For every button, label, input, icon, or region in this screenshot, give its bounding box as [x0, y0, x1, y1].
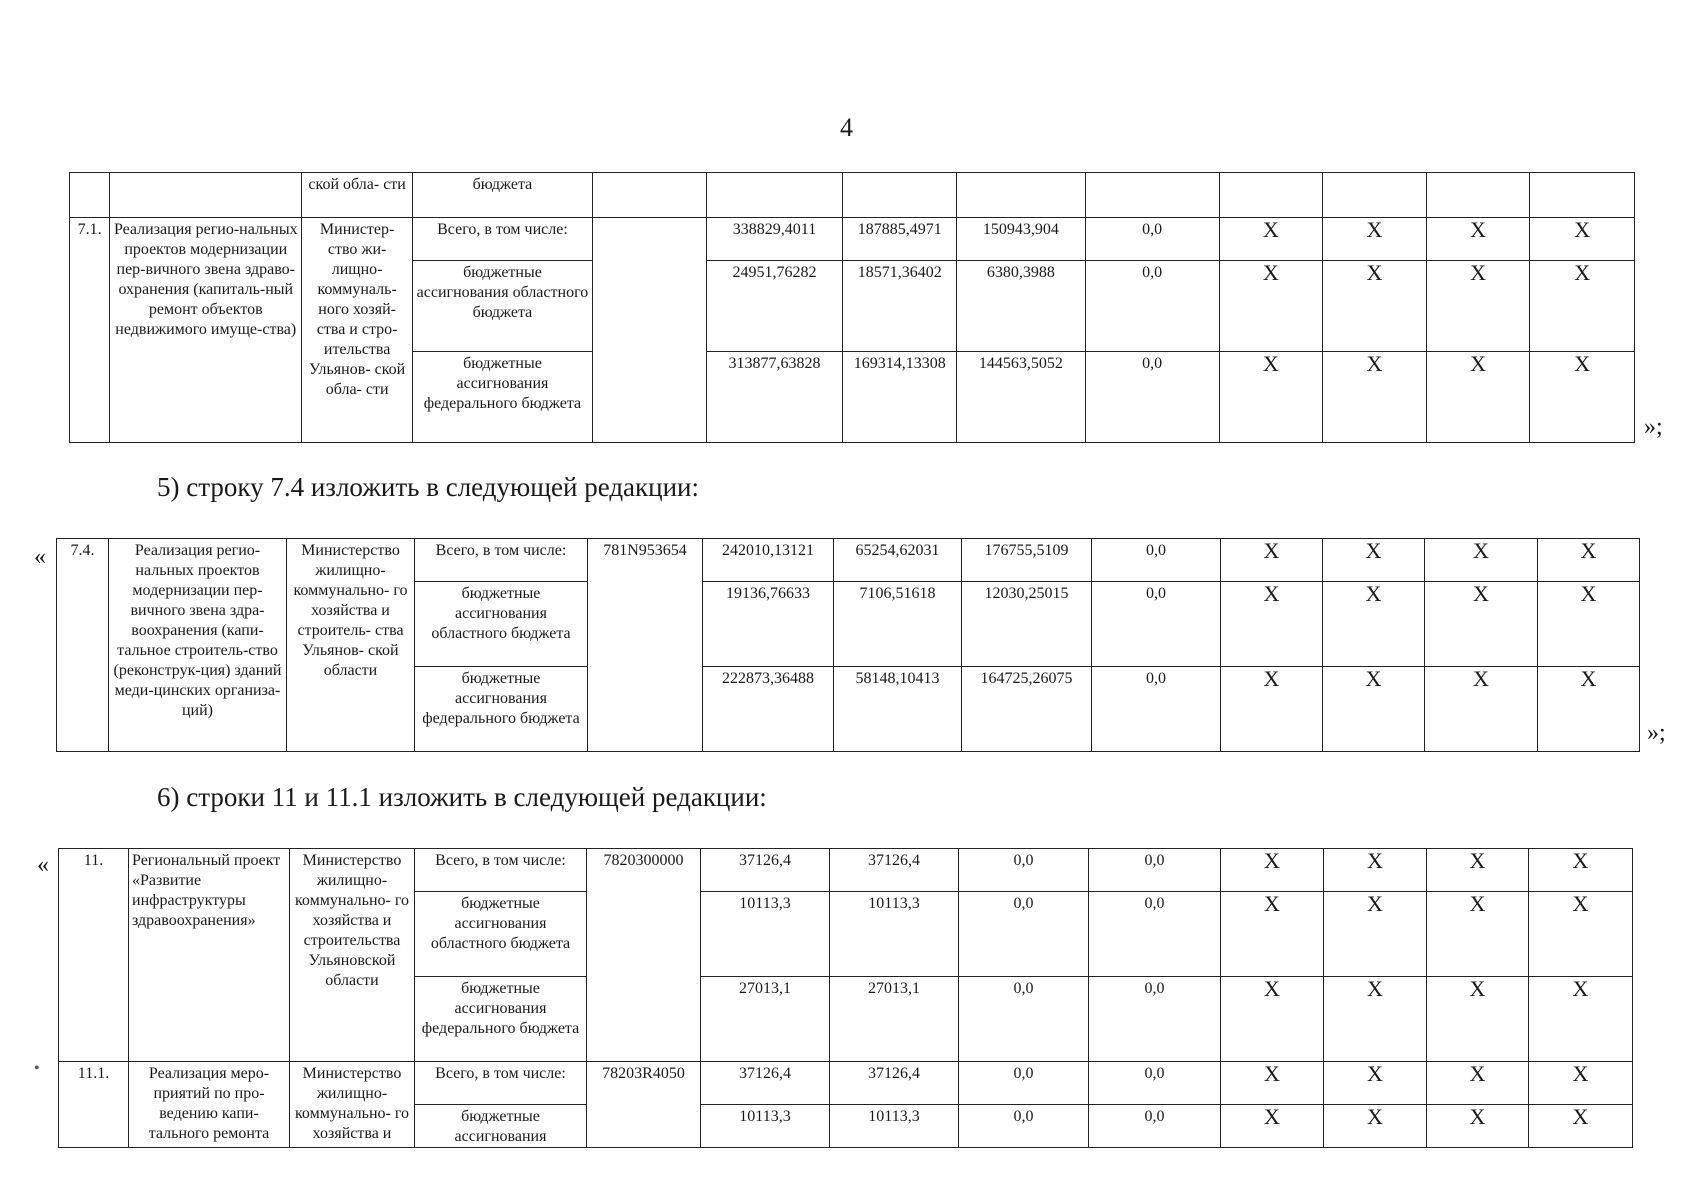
x-mark: X	[1221, 849, 1324, 892]
opening-quote: «	[37, 852, 49, 878]
source-cell: бюджетные ассигнования	[415, 1105, 587, 1148]
value-cell: 37126,4	[701, 849, 830, 892]
x-mark: X	[1323, 261, 1427, 352]
heading-5: 5) строку 7.4 изложить в следующей редакции:	[157, 472, 700, 502]
x-mark: X	[1221, 667, 1323, 752]
closing-quote: »;	[1644, 414, 1663, 440]
value-cell: 0,0	[1092, 539, 1221, 582]
x-mark: X	[1221, 582, 1323, 667]
value-cell: 0,0	[1085, 218, 1219, 261]
code-cell: 781N953654	[588, 539, 703, 752]
value-cell: 0,0	[1092, 667, 1221, 752]
row-title: Реализация меро-приятий по про-ведению капи-тального ремонта	[129, 1062, 290, 1148]
cell-empty	[1219, 173, 1323, 218]
source-cell: Всего, в том числе:	[412, 218, 592, 261]
x-mark: X	[1530, 261, 1635, 352]
row-number: 11.1.	[59, 1062, 129, 1148]
x-mark: X	[1219, 352, 1323, 443]
code-cell: 78203R4050	[587, 1062, 701, 1148]
heading-6: 6) строки 11 и 11.1 изложить в следующей редакции:	[157, 782, 767, 812]
value-cell: 37126,4	[701, 1062, 830, 1105]
x-mark: X	[1323, 539, 1425, 582]
x-mark: X	[1530, 352, 1635, 443]
value-cell: 0,0	[1085, 352, 1219, 443]
source-cell: бюджетные ассигнования областного бюджета	[415, 892, 587, 977]
x-mark: X	[1324, 1062, 1427, 1105]
cell-empty	[1323, 173, 1427, 218]
value-cell: 169314,13308	[843, 352, 957, 443]
value-cell: 10113,3	[830, 892, 959, 977]
x-mark: X	[1529, 1105, 1633, 1148]
row-number: 7.4.	[57, 539, 109, 752]
x-mark: X	[1538, 667, 1640, 752]
value-cell: 0,0	[1085, 261, 1219, 352]
x-mark: X	[1219, 261, 1323, 352]
value-cell: 0,0	[1089, 1062, 1221, 1105]
x-mark: X	[1425, 539, 1538, 582]
x-mark: X	[1323, 218, 1427, 261]
source-cell: Всего, в том числе:	[415, 1062, 587, 1105]
x-mark: X	[1426, 352, 1530, 443]
cell-empty	[1085, 173, 1219, 218]
row-title: Реализация регио-нальных проектов модернизации пер-вичного звена здраво-охранения (капиталь-ный ремонт объектов недвижимого имуще-ства)	[110, 218, 302, 443]
value-cell: 144563,5052	[957, 352, 1086, 443]
value-cell: 242010,13121	[703, 539, 834, 582]
value-cell: 150943,904	[957, 218, 1086, 261]
table-row-7-1	[69, 172, 1635, 443]
org-cell: Министерство жилищно- коммунально- го хозяйства и	[290, 1062, 415, 1148]
row-number: 7.1.	[70, 218, 110, 443]
x-mark: X	[1427, 892, 1529, 977]
table-row	[59, 1062, 1633, 1105]
value-cell: 0,0	[959, 1105, 1089, 1148]
x-mark: X	[1427, 1105, 1529, 1148]
x-mark: X	[1427, 977, 1529, 1062]
opening-quote: «	[34, 544, 46, 570]
table-row	[57, 539, 1640, 582]
value-cell: 18571,36402	[843, 261, 957, 352]
x-mark: X	[1324, 849, 1427, 892]
x-mark: X	[1221, 1062, 1324, 1105]
x-mark: X	[1219, 218, 1323, 261]
cell-empty	[70, 173, 110, 218]
value-cell: 0,0	[959, 977, 1089, 1062]
value-cell: 10113,3	[830, 1105, 959, 1148]
value-cell: 10113,3	[701, 1105, 830, 1148]
closing-quote: »;	[1647, 720, 1666, 746]
x-mark: X	[1425, 667, 1538, 752]
table-row	[70, 218, 1635, 261]
x-mark: X	[1324, 1105, 1427, 1148]
value-cell: 0,0	[1089, 849, 1221, 892]
x-mark: X	[1529, 849, 1633, 892]
value-cell: 24951,76282	[706, 261, 843, 352]
org-cell: Министер- ство жи- лищно- коммуналь- ного хозяй- ства и стро- ительства Ульянов- ской обла- сти	[302, 218, 413, 443]
x-mark: X	[1427, 849, 1529, 892]
value-cell: 12030,25015	[962, 582, 1092, 667]
x-mark: X	[1221, 1105, 1324, 1148]
value-cell: 0,0	[1092, 582, 1221, 667]
value-cell: 0,0	[1089, 977, 1221, 1062]
source-cell: бюджета	[412, 173, 592, 218]
value-cell: 65254,62031	[834, 539, 962, 582]
source-cell: бюджетные ассигнования федерального бюджета	[415, 977, 587, 1062]
x-mark: X	[1427, 1062, 1529, 1105]
value-cell: 338829,4011	[706, 218, 843, 261]
cell-empty	[843, 173, 957, 218]
value-cell: 0,0	[1089, 1105, 1221, 1148]
x-mark: X	[1425, 582, 1538, 667]
table-row	[70, 173, 1635, 218]
row-title: Региональный проект «Развитие инфраструктуры здравоохранения»	[129, 849, 290, 1062]
source-cell: Всего, в том числе:	[415, 849, 587, 892]
code-cell: 7820300000	[587, 849, 701, 1062]
x-mark: X	[1221, 539, 1323, 582]
x-mark: X	[1538, 539, 1640, 582]
value-cell: 10113,3	[701, 892, 830, 977]
row-title: Реализация регио-нальных проектов модернизации пер-вичного звена здра-воохранения (капи-тальное строитель-ство (реконструк-ция) зданий меди-цинских организа-ций)	[109, 539, 287, 752]
x-mark: X	[1221, 892, 1324, 977]
row-number: 11.	[59, 849, 129, 1062]
value-cell: 58148,10413	[834, 667, 962, 752]
value-cell: 37126,4	[830, 1062, 959, 1105]
cell-empty	[706, 173, 843, 218]
x-mark: X	[1323, 667, 1425, 752]
value-cell: 187885,4971	[843, 218, 957, 261]
x-mark: X	[1529, 892, 1633, 977]
org-cell: Министерство жилищно- коммунально- го хозяйства и строительства Ульяновской области	[290, 849, 415, 1062]
cell-empty	[1530, 173, 1635, 218]
source-cell: бюджетные ассигнования областного бюджета	[415, 582, 588, 667]
value-cell: 176755,5109	[962, 539, 1092, 582]
org-cell: ской обла- сти	[302, 173, 413, 218]
value-cell: 27013,1	[701, 977, 830, 1062]
table-rows-11	[58, 848, 1633, 1148]
x-mark: X	[1221, 977, 1324, 1062]
x-mark: X	[1538, 582, 1640, 667]
x-mark: X	[1324, 977, 1427, 1062]
margin-mark: •	[34, 1060, 40, 1077]
cell-empty	[110, 173, 302, 218]
x-mark: X	[1426, 261, 1530, 352]
value-cell: 0,0	[1089, 892, 1221, 977]
value-cell: 37126,4	[830, 849, 959, 892]
source-cell: бюджетные ассигнования федерального бюджета	[415, 667, 588, 752]
value-cell: 6380,3988	[957, 261, 1086, 352]
page-number: 4	[840, 113, 853, 142]
x-mark: X	[1529, 977, 1633, 1062]
org-cell: Министерство жилищно- коммунально- го хозяйства и строитель- ства Ульянов- ской области	[287, 539, 415, 752]
value-cell: 222873,36488	[703, 667, 834, 752]
code-cell	[592, 218, 706, 443]
value-cell: 313877,63828	[706, 352, 843, 443]
x-mark: X	[1426, 218, 1530, 261]
x-mark: X	[1323, 582, 1425, 667]
x-mark: X	[1323, 352, 1427, 443]
table-row	[59, 849, 1633, 892]
value-cell: 164725,26075	[962, 667, 1092, 752]
source-cell: бюджетные ассигнования областного бюджета	[412, 261, 592, 352]
value-cell: 0,0	[959, 849, 1089, 892]
value-cell: 7106,51618	[834, 582, 962, 667]
table-row-7-4	[56, 538, 1640, 752]
source-cell: бюджетные ассигнования федерального бюджета	[412, 352, 592, 443]
value-cell: 27013,1	[830, 977, 959, 1062]
cell-empty	[1426, 173, 1530, 218]
cell-empty	[957, 173, 1086, 218]
x-mark: X	[1324, 892, 1427, 977]
cell-empty	[592, 173, 706, 218]
x-mark: X	[1529, 1062, 1633, 1105]
value-cell: 0,0	[959, 892, 1089, 977]
value-cell: 0,0	[959, 1062, 1089, 1105]
source-cell: Всего, в том числе:	[415, 539, 588, 582]
value-cell: 19136,76633	[703, 582, 834, 667]
x-mark: X	[1530, 218, 1635, 261]
